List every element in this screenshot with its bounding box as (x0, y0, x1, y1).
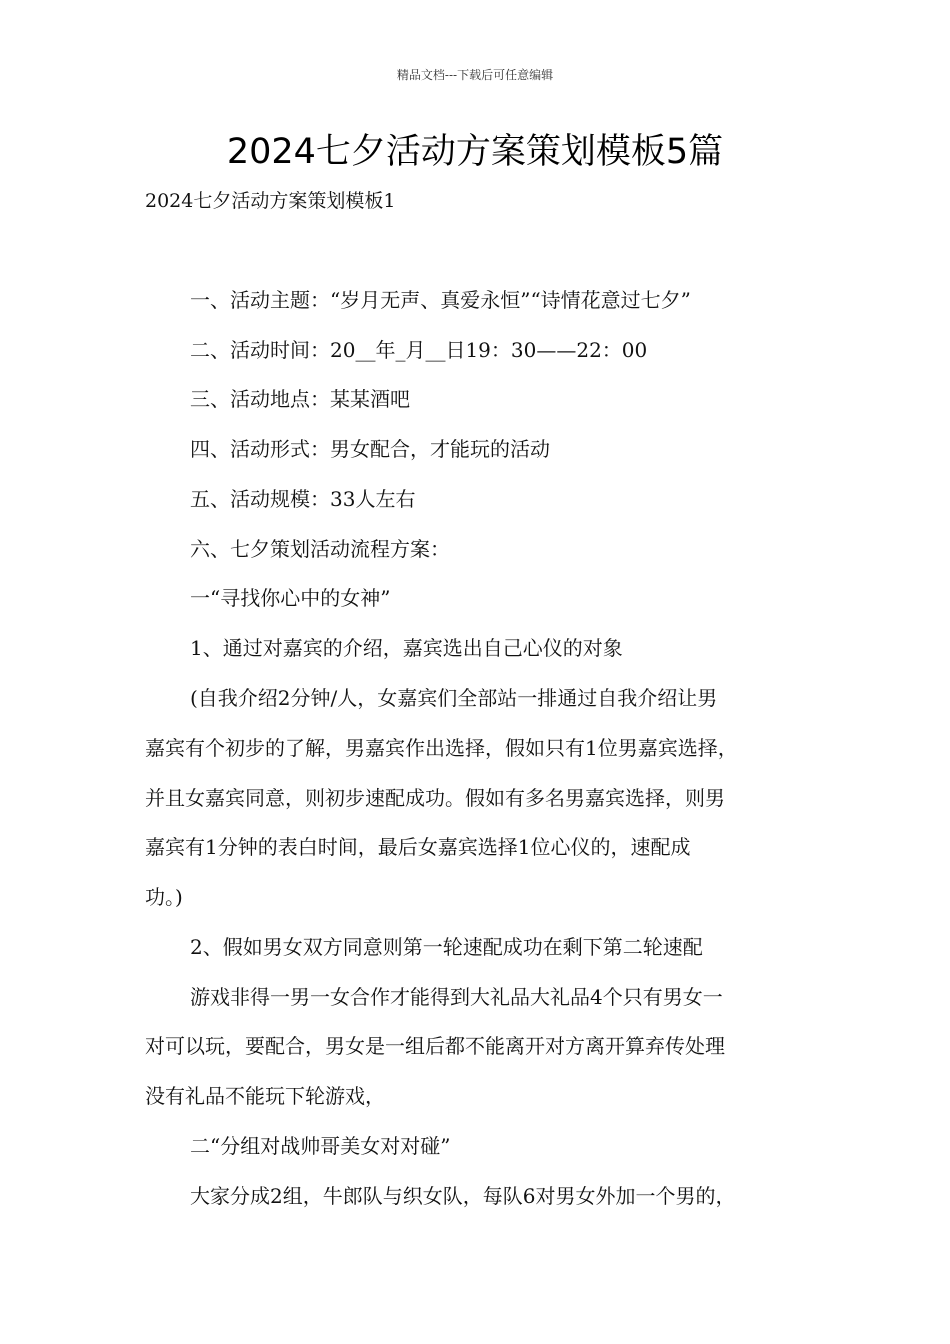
paragraph-line-theme: 一、活动主题：“岁月无声、真爱永恒”“诗情花意过七夕” (190, 288, 691, 312)
paragraph-line: 大家分成2组，牛郎队与织女队，每队6对男女外加一个男的， (190, 1184, 736, 1208)
paragraph-line: 游戏非得一男一女合作才能得到大礼品大礼品4个只有男女一 (190, 985, 723, 1009)
document-title: 2024七夕活动方案策划模板5篇 (226, 132, 724, 172)
paragraph-line: 嘉宾有1分钟的表白时间，最后女嘉宾选择1位心仪的，速配成 (145, 835, 691, 859)
paragraph-line-time: 二、活动时间：20__年_月__日19：30——22：00 (190, 338, 648, 362)
paragraph-line-process: 六、七夕策划活动流程方案： (190, 537, 450, 561)
paragraph-line: 没有礼品不能玩下轮游戏， (145, 1084, 385, 1108)
section-heading-goddess: 一“寻找你心中的女神” (190, 586, 391, 610)
paragraph-line-format: 四、活动形式：男女配合，才能玩的活动 (190, 437, 550, 461)
section-heading-group-battle: 二“分组对战帅哥美女对对碰” (190, 1134, 451, 1158)
section-subtitle: 2024七夕活动方案策划模板1 (145, 190, 396, 212)
paragraph-line: 功。) (145, 885, 183, 909)
paragraph-line: 2、假如男女双方同意则第一轮速配成功在剩下第二轮速配 (190, 935, 703, 959)
paragraph-line: 嘉宾有个初步的了解，男嘉宾作出选择，假如只有1位男嘉宾选择， (145, 736, 738, 760)
paragraph-line: 1、通过对嘉宾的介绍，嘉宾选出自己心仪的对象 (190, 636, 623, 660)
header-note: 精品文档---下载后可任意编辑 (396, 68, 554, 82)
paragraph-line: 对可以玩，要配合，男女是一组后都不能离开对方离开算弃传处理 (145, 1034, 725, 1058)
paragraph-line-scale: 五、活动规模：33人左右 (190, 487, 416, 511)
paragraph-line: 并且女嘉宾同意，则初步速配成功。假如有多名男嘉宾选择，则男 (145, 786, 725, 810)
paragraph-line: (自我介绍2分钟/人，女嘉宾们全部站一排通过自我介绍让男 (190, 686, 718, 710)
paragraph-line-location: 三、活动地点：某某酒吧 (190, 387, 410, 411)
